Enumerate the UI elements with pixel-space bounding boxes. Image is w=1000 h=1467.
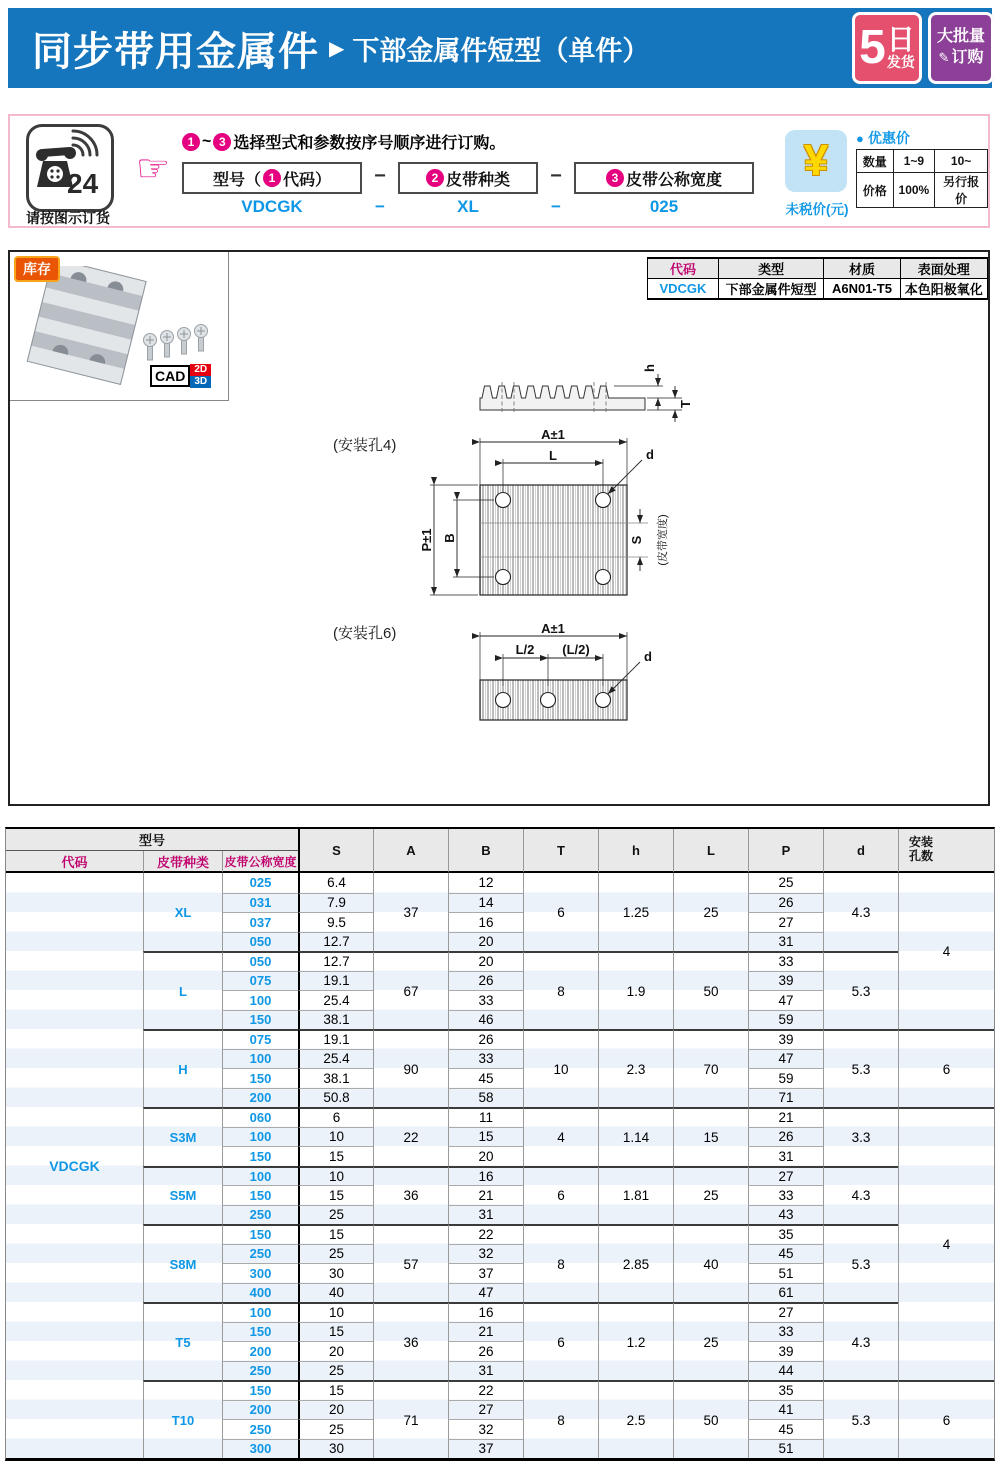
P-value-cell: 71: [748, 1088, 823, 1108]
belt-width-cell: 150: [222, 1146, 298, 1166]
S-value-cell: 12.7: [298, 951, 373, 971]
P-value-cell: 27: [748, 1302, 823, 1322]
S-value-cell: 30: [298, 1439, 373, 1459]
step-1-badge: 1: [182, 133, 200, 151]
h-value-cell: 2.85: [598, 1224, 673, 1302]
A-value-cell: 37: [373, 873, 448, 951]
holes-count-cell: 6: [898, 1380, 994, 1458]
P-value-cell: 47: [748, 990, 823, 1010]
S-value-cell: 25.4: [298, 1049, 373, 1069]
phone-24h-icon: [26, 124, 114, 212]
spec-type-value: 下部金属件短型: [718, 279, 823, 300]
T-value-cell: 8: [523, 1224, 598, 1302]
S-value-cell: 25: [298, 1361, 373, 1381]
L-value-cell: 25: [673, 1302, 748, 1380]
B-value-cell: 32: [448, 1244, 523, 1264]
B-value-cell: 21: [448, 1322, 523, 1342]
belt-width-cell: 037: [222, 912, 298, 932]
spec-header-code: 代码: [648, 258, 719, 279]
B-value-cell: 11: [448, 1107, 523, 1127]
B-value-cell: 20: [448, 932, 523, 952]
S-value-cell: 12.7: [298, 932, 373, 952]
belt-type-cell: XL: [143, 873, 222, 951]
B-value-cell: 32: [448, 1419, 523, 1439]
dash: −: [551, 197, 561, 216]
S-value-cell: 15: [298, 1380, 373, 1400]
page-subtitle: 下部金属件短型（单件）: [352, 35, 650, 66]
belt-width-cell: 150: [222, 1224, 298, 1244]
A-value-cell: 36: [373, 1302, 448, 1380]
S-value-cell: 38.1: [298, 1010, 373, 1030]
dim-T-label: T: [678, 400, 693, 408]
plan-view-4holes: [412, 430, 700, 612]
cad-2d-badge[interactable]: 2D: [190, 364, 211, 376]
cad-label: CAD: [150, 365, 190, 387]
belt-width-cell: 075: [222, 971, 298, 991]
P-value-cell: 25: [748, 873, 823, 893]
B-value-cell: 26: [448, 1029, 523, 1049]
S-value-cell: 15: [298, 1146, 373, 1166]
cad-3d-badge[interactable]: 3D: [190, 376, 211, 388]
S-value-cell: 10: [298, 1166, 373, 1186]
S-value-cell: 15: [298, 1224, 373, 1244]
badge-bulk-top: 大批量: [936, 28, 985, 46]
S-value-cell: 30: [298, 1263, 373, 1283]
d-value-cell: 5.3: [823, 951, 898, 1029]
table-header-B: B: [448, 829, 523, 873]
belt-width-cell: 075: [222, 1029, 298, 1049]
d-value-cell: 4.3: [823, 1302, 898, 1380]
table-header-h: h: [598, 829, 673, 873]
belt-width-cell: 250: [222, 1361, 298, 1381]
step-3-badge: 3: [213, 133, 231, 151]
order-instruction-text: 选择型式和参数按序号顺序进行订购。: [233, 135, 506, 152]
S-value-cell: 25: [298, 1205, 373, 1225]
badge-day-sub: 发货: [886, 53, 915, 70]
P-value-cell: 27: [748, 912, 823, 932]
S-value-cell: 15: [298, 1322, 373, 1342]
L-value-cell: 25: [673, 1166, 748, 1225]
T-value-cell: 10: [523, 1029, 598, 1107]
belt-width-cell: 400: [222, 1283, 298, 1303]
B-value-cell: 16: [448, 1302, 523, 1322]
spec-code-value: VDCGK: [648, 279, 719, 300]
P-value-cell: 45: [748, 1419, 823, 1439]
P-value-cell: 39: [748, 971, 823, 991]
dim-L-label: L: [549, 448, 557, 463]
belt-width-cell: 050: [222, 951, 298, 971]
spec-header-material: 材质: [824, 258, 900, 279]
price-qty-1-9: 1~9: [893, 150, 935, 173]
belt-width-cell: 250: [222, 1244, 298, 1264]
belt-width-cell: 300: [222, 1439, 298, 1459]
B-value-cell: 27: [448, 1400, 523, 1420]
B-value-cell: 31: [448, 1205, 523, 1225]
dim-S-label: S: [629, 535, 644, 545]
P-value-cell: 59: [748, 1068, 823, 1088]
B-value-cell: 33: [448, 1049, 523, 1069]
h-value-cell: 1.14: [598, 1107, 673, 1166]
page-title: 同步带用金属件: [32, 29, 319, 74]
phone-icon: [29, 127, 105, 203]
B-value-cell: 22: [448, 1380, 523, 1400]
order-steps-note: [182, 130, 505, 153]
S-value-cell: 19.1: [298, 1029, 373, 1049]
B-value-cell: 16: [448, 1166, 523, 1186]
badge-day-number: 5: [859, 21, 886, 74]
P-value-cell: 45: [748, 1244, 823, 1264]
A-value-cell: 71: [373, 1380, 448, 1458]
spec-header-finish: 表面处理: [900, 258, 987, 279]
S-value-cell: 38.1: [298, 1068, 373, 1088]
S-value-cell: 10: [298, 1127, 373, 1147]
badge-day-unit: 日: [886, 23, 915, 55]
screws: [144, 325, 208, 361]
B-value-cell: 47: [448, 1283, 523, 1303]
S-value-cell: 25.4: [298, 990, 373, 1010]
price-100pct: 100%: [893, 173, 935, 208]
L-value-cell: 50: [673, 951, 748, 1029]
B-value-cell: 26: [448, 1341, 523, 1361]
phone-24-label: 24: [67, 168, 99, 199]
belt-width-cell: 100: [222, 1302, 298, 1322]
B-value-cell: 15: [448, 1127, 523, 1147]
h-value-cell: 1.9: [598, 951, 673, 1029]
table-header-A: A: [373, 829, 448, 873]
belt-width-cell: 100: [222, 1166, 298, 1186]
S-value-cell: 10: [298, 1302, 373, 1322]
h-value-cell: 1.2: [598, 1302, 673, 1380]
S-value-cell: 15: [298, 1185, 373, 1205]
A-value-cell: 90: [373, 1029, 448, 1107]
dim-d-label: d: [646, 447, 654, 462]
B-value-cell: 14: [448, 893, 523, 913]
h-value-cell: 1.81: [598, 1166, 673, 1225]
mount6-label: (安装孔6): [333, 625, 397, 642]
L-value-cell: 50: [673, 1380, 748, 1458]
belt-width-cell: 250: [222, 1205, 298, 1225]
P-value-cell: 26: [748, 1127, 823, 1147]
B-value-cell: 31: [448, 1361, 523, 1381]
belt-width-box: 3 皮带公称宽度: [574, 162, 754, 194]
table-header-belt-type: 皮带种类: [143, 851, 222, 873]
table-header-code: 代码: [6, 851, 143, 873]
price-note: 未税价(元): [785, 202, 849, 217]
belt-type-cell: S5M: [143, 1166, 222, 1225]
d-value-cell: 4.3: [823, 873, 898, 951]
B-value-cell: 21: [448, 1185, 523, 1205]
cad-badge: [150, 364, 211, 388]
belt-width-cell: 150: [222, 1185, 298, 1205]
S-value-cell: 7.9: [298, 893, 373, 913]
B-value-cell: 22: [448, 1224, 523, 1244]
d-value-cell: 5.3: [823, 1224, 898, 1302]
P-value-cell: 35: [748, 1224, 823, 1244]
B-value-cell: 20: [448, 951, 523, 971]
B-value-cell: 16: [448, 912, 523, 932]
P-value-cell: 39: [748, 1341, 823, 1361]
d-value-cell: 5.3: [823, 1380, 898, 1458]
dash: −: [375, 197, 385, 216]
plan-view-6holes: [412, 618, 700, 738]
spec-finish-value: 本色阳极氧化: [900, 279, 987, 300]
P-value-cell: 44: [748, 1361, 823, 1381]
drawing-panel: [8, 250, 990, 806]
example-code-model: VDCGK: [241, 197, 303, 216]
P-value-cell: 31: [748, 1146, 823, 1166]
step-3-badge: 3: [606, 169, 624, 187]
table-header-T: T: [523, 829, 598, 873]
belt-width-cell: 300: [222, 1263, 298, 1283]
h-value-cell: 2.3: [598, 1029, 673, 1107]
belt-width-cell: 100: [222, 990, 298, 1010]
dim-h-label: h: [642, 364, 657, 372]
A-value-cell: 22: [373, 1107, 448, 1166]
belt-type-cell: T10: [143, 1380, 222, 1458]
P-value-cell: 47: [748, 1049, 823, 1069]
spec-table: [647, 257, 988, 300]
B-value-cell: 58: [448, 1088, 523, 1108]
belt-width-cell: 200: [222, 1341, 298, 1361]
dim-P-label: P±1: [419, 528, 434, 552]
holes-count-cell: 4: [898, 1107, 994, 1380]
table-header-d: d: [823, 829, 898, 873]
B-value-cell: 12: [448, 873, 523, 893]
P-value-cell: 33: [748, 1185, 823, 1205]
dim-L2-label: L/2: [515, 642, 535, 657]
T-value-cell: 8: [523, 1380, 598, 1458]
A-value-cell: 36: [373, 1166, 448, 1225]
belt-width-note: (皮带宽度): [657, 514, 669, 566]
P-value-cell: 33: [748, 1322, 823, 1342]
A-value-cell: 67: [373, 951, 448, 1029]
P-value-cell: 26: [748, 893, 823, 913]
S-value-cell: 25: [298, 1244, 373, 1264]
L-value-cell: 15: [673, 1107, 748, 1166]
price-price-header: 价格: [857, 173, 894, 208]
belt-type-cell: S8M: [143, 1224, 222, 1302]
P-value-cell: 35: [748, 1380, 823, 1400]
belt-type-box: 2 皮带种类: [398, 162, 538, 194]
S-value-cell: 9.5: [298, 912, 373, 932]
price-quote: 另行报价: [935, 173, 988, 208]
dim-A-label: A±1: [541, 430, 565, 442]
d-value-cell: 4.3: [823, 1166, 898, 1225]
T-value-cell: 6: [523, 873, 598, 951]
step-1-badge: 1: [263, 169, 281, 187]
h-value-cell: 2.5: [598, 1380, 673, 1458]
dim-A-label: A±1: [541, 621, 565, 636]
P-value-cell: 51: [748, 1263, 823, 1283]
price-table: [856, 149, 988, 208]
model-code-box: 型号（ 1 代码）: [182, 162, 362, 194]
spec-header-type: 类型: [718, 258, 823, 279]
B-value-cell: 45: [448, 1068, 523, 1088]
discount-price-label: ● 优惠价: [856, 130, 910, 146]
table-header-P: P: [748, 829, 823, 873]
table-header-L: L: [673, 829, 748, 873]
S-value-cell: 6.4: [298, 873, 373, 893]
order-code-diagram: [182, 160, 754, 222]
dimension-table: [5, 827, 995, 1461]
P-value-cell: 27: [748, 1166, 823, 1186]
S-value-cell: 6: [298, 1107, 373, 1127]
L-value-cell: 25: [673, 873, 748, 951]
belt-width-cell: 100: [222, 1049, 298, 1069]
price-qty-10: 10~: [935, 150, 988, 173]
arrow-icon: ▶: [329, 37, 345, 60]
belt-type-cell: T5: [143, 1302, 222, 1380]
B-value-cell: 46: [448, 1010, 523, 1030]
P-value-cell: 43: [748, 1205, 823, 1225]
product-photo-box: [10, 252, 229, 401]
holes-count-cell: 4: [898, 873, 994, 1029]
B-value-cell: 20: [448, 1146, 523, 1166]
T-value-cell: 8: [523, 951, 598, 1029]
table-header-model: 型号: [6, 829, 298, 851]
T-value-cell: 4: [523, 1107, 598, 1166]
P-value-cell: 39: [748, 1029, 823, 1049]
d-value-cell: 5.3: [823, 1029, 898, 1107]
L-value-cell: 40: [673, 1224, 748, 1302]
P-value-cell: 59: [748, 1010, 823, 1030]
T-value-cell: 6: [523, 1166, 598, 1225]
dim-B-label: B: [442, 533, 457, 543]
bullet-icon: ●: [856, 130, 864, 146]
belt-width-cell: 150: [222, 1010, 298, 1030]
step-2-badge: 2: [426, 169, 444, 187]
yen-price-icon: ¥: [785, 130, 847, 192]
dim-L2p-label: (L/2): [562, 642, 590, 657]
bulk-order-badge: [928, 12, 994, 84]
price-qty-header: 数量: [857, 150, 894, 173]
pointing-finger-icon: ☞: [136, 148, 171, 190]
stock-badge: 库存: [14, 256, 60, 282]
dash: −: [550, 164, 562, 187]
belt-type-cell: L: [143, 951, 222, 1029]
S-value-cell: 40: [298, 1283, 373, 1303]
h-value-cell: 1.25: [598, 873, 673, 951]
belt-width-cell: 050: [222, 932, 298, 952]
tilde: ~: [202, 132, 212, 150]
B-value-cell: 33: [448, 990, 523, 1010]
side-view-drawing: [462, 344, 697, 422]
belt-width-cell: 150: [222, 1380, 298, 1400]
T-value-cell: 6: [523, 1302, 598, 1380]
P-value-cell: 21: [748, 1107, 823, 1127]
page-header: [8, 8, 992, 88]
example-code-width: 025: [649, 197, 679, 216]
table-header-belt-width: 皮带公称宽度: [222, 851, 298, 873]
belt-width-cell: 100: [222, 1127, 298, 1147]
P-value-cell: 61: [748, 1283, 823, 1303]
order-pen-icon: ✎: [938, 49, 950, 65]
dim-d-label: d: [644, 649, 652, 664]
B-value-cell: 37: [448, 1439, 523, 1459]
table-header-S: S: [298, 829, 373, 873]
badge-bulk-bottom: 订购: [951, 49, 984, 66]
P-value-cell: 33: [748, 951, 823, 971]
belt-type-cell: H: [143, 1029, 222, 1107]
dash: −: [374, 164, 386, 187]
S-value-cell: 20: [298, 1400, 373, 1420]
belt-width-cell: 250: [222, 1419, 298, 1439]
mount4-label: (安装孔4): [333, 437, 397, 454]
d-value-cell: 3.3: [823, 1107, 898, 1166]
code-cell: VDCGK: [49, 1157, 100, 1174]
P-value-cell: 41: [748, 1400, 823, 1420]
belt-width-cell: 150: [222, 1322, 298, 1342]
belt-width-cell: 025: [222, 873, 298, 893]
P-value-cell: 51: [748, 1439, 823, 1459]
S-value-cell: 50.8: [298, 1088, 373, 1108]
belt-width-cell: 031: [222, 893, 298, 913]
belt-type-cell: S3M: [143, 1107, 222, 1166]
example-code-belt: XL: [457, 197, 479, 216]
belt-width-cell: 150: [222, 1068, 298, 1088]
belt-width-cell: 200: [222, 1400, 298, 1420]
L-value-cell: 70: [673, 1029, 748, 1107]
belt-width-cell: 060: [222, 1107, 298, 1127]
B-value-cell: 37: [448, 1263, 523, 1283]
table-header-holes: 安装 孔数: [898, 829, 994, 873]
P-value-cell: 31: [748, 932, 823, 952]
S-value-cell: 25: [298, 1419, 373, 1439]
A-value-cell: 57: [373, 1224, 448, 1302]
phone-caption: 请按图示订货: [26, 210, 110, 226]
S-value-cell: 19.1: [298, 971, 373, 991]
belt-width-cell: 200: [222, 1088, 298, 1108]
ship-5day-badge: [852, 12, 922, 84]
B-value-cell: 26: [448, 971, 523, 991]
holes-count-cell: 6: [898, 1029, 994, 1107]
S-value-cell: 20: [298, 1341, 373, 1361]
spec-material-value: A6N01-T5: [824, 279, 900, 300]
order-instruction-panel: [8, 114, 990, 228]
